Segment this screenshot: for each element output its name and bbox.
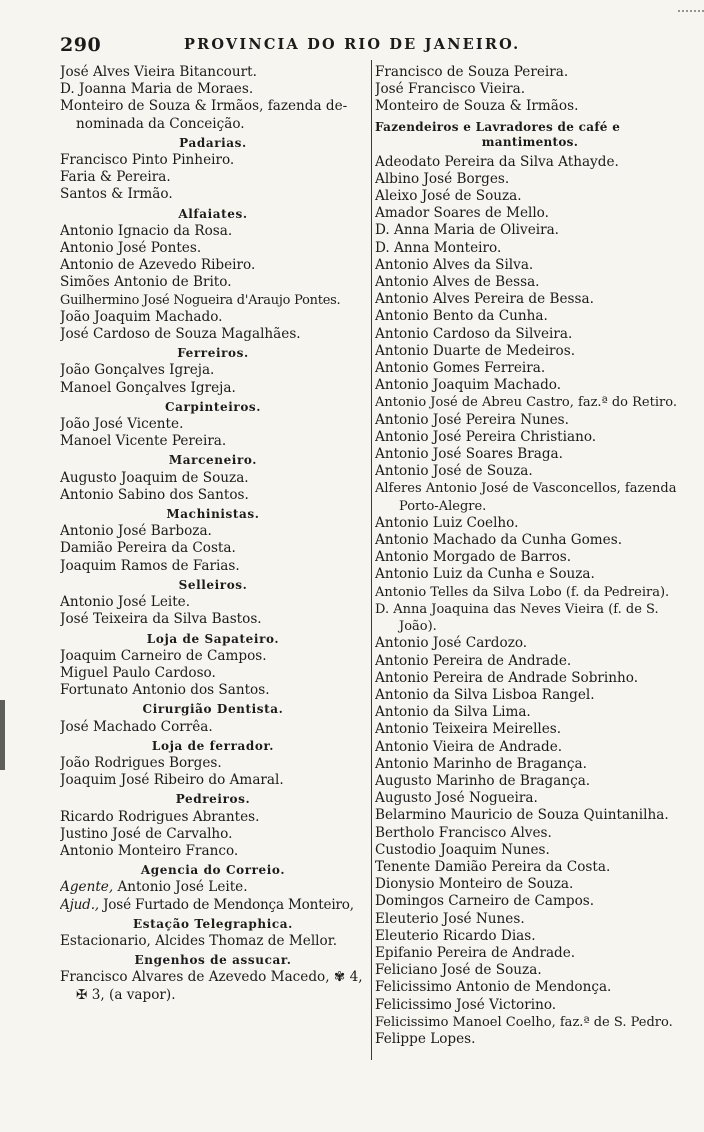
list-item: Justino José de Carvalho. — [60, 825, 233, 842]
list-item: Antonio Marinho de Bragança. — [375, 755, 587, 772]
list-item: Antonio Ignacio da Rosa. — [60, 222, 233, 239]
list-item: Manoel Vicente Pereira. — [60, 433, 227, 450]
list-item: Joaquim Ramos de Farias. — [60, 557, 240, 574]
section-heading-machinistas: Machinistas. — [166, 507, 260, 522]
list-item: Antonio Alves da Silva. — [375, 256, 534, 273]
section-heading-subline: mantimentos. — [481, 134, 579, 149]
list-item: Antonio da Silva Lisboa Rangel. — [375, 686, 595, 703]
list-item: Antonio Luiz da Cunha e Souza. — [375, 566, 595, 583]
list-item: Guilhermino José Nogueira d'Araujo Pontes. — [60, 292, 341, 308]
list-item: Antonio Vieira de Andrade. — [375, 738, 563, 755]
list-item: Antonio Bento da Cunha. — [375, 308, 548, 325]
section-heading-ferrador: Loja de ferrador. — [151, 738, 275, 753]
list-item: Adeodato Pereira da Silva Athayde. — [375, 153, 619, 170]
fazendeiros-list — [375, 154, 685, 1049]
binding-edge-mark — [0, 700, 5, 770]
list-item: Joaquim José Ribeiro do Amaral. — [60, 772, 284, 789]
list-item: Faria & Pereira. — [60, 169, 171, 186]
list-item: Antonio Monteiro Franco. — [60, 842, 239, 859]
list-item: Antonio José Barboza. — [60, 523, 212, 540]
list-item: João José Vicente. — [60, 416, 184, 433]
section-heading-marceneiro: Marceneiro. — [168, 453, 258, 468]
list-item: Antonio de Azevedo Ribeiro. — [60, 257, 256, 274]
list-item: Amador Soares de Mello. — [375, 205, 549, 222]
list-item: nominada da Conceição. — [76, 115, 245, 132]
list-item: Antonio José Pereira Nunes. — [375, 411, 569, 428]
list-item: Antonio José Pereira Christiano. — [375, 428, 597, 445]
list-item: Ricardo Rodrigues Abrantes. — [60, 808, 260, 825]
list-item — [60, 987, 366, 1004]
list-item: Antonio da Silva Lima. — [375, 704, 531, 721]
engenho-owner: Francisco Alvares de Azevedo Macedo, — [60, 969, 330, 986]
section-heading-padarias: Padarias. — [179, 135, 247, 150]
list-item: Albino José Borges. — [375, 170, 510, 187]
list-item: Miguel Paulo Cardoso. — [60, 664, 216, 681]
list-item: Antonio Alves de Bessa. — [375, 274, 540, 291]
list-item: D. Joanna Maria de Moraes. — [60, 81, 254, 98]
section-heading-telegraphica: Estação Telegraphica. — [133, 916, 293, 931]
list-item: D. Anna Monteiro. — [375, 239, 502, 256]
section-heading-fazendeiros — [375, 120, 685, 150]
list-item — [60, 879, 366, 896]
list-item: Domingos Carneiro de Campos. — [375, 893, 595, 910]
corner-mark — [678, 0, 704, 12]
list-item: Antonio Gomes Ferreira. — [375, 360, 546, 377]
section-heading-line: Fazendeiros e Lavradores de café e — [375, 119, 621, 134]
section-heading-dentista: Cirurgião Dentista. — [142, 702, 284, 717]
list-item: Epifanio Pereira de Andrade. — [375, 944, 576, 961]
list-item: Francisco de Souza Pereira. — [375, 64, 569, 80]
list-item: João Rodrigues Borges. — [60, 754, 222, 771]
list-item: Eleuterio José Nunes. — [375, 910, 525, 927]
list-item: Augusto José Nogueira. — [375, 790, 538, 807]
list-item: Bertholo Francisco Alves. — [375, 824, 552, 841]
list-item: Augusto Marinho de Bragança. — [375, 772, 591, 789]
section-heading-alfaiates: Alfaiates. — [178, 206, 248, 221]
list-item: Eleuterio Ricardo Dias. — [375, 927, 536, 944]
engenho-count: 4, — [349, 969, 363, 986]
list-item: José Cardoso de Souza Magalhães. — [60, 326, 301, 343]
list-item: Francisco Pinto Pinheiro. — [60, 152, 235, 169]
column-divider — [371, 60, 372, 1060]
list-item: José Francisco Vieira. — [375, 81, 526, 98]
left-column — [60, 64, 366, 1004]
list-item: Custodio Joaquim Nunes. — [375, 841, 550, 858]
engenho-symbol-icon: ✾ — [333, 969, 346, 986]
list-item: D. Anna Maria de Oliveira. — [375, 222, 560, 239]
list-item: Simões Antonio de Brito. — [60, 274, 232, 291]
list-item: D. Anna Joaquina das Neves Vieira (f. de S. João). — [375, 601, 659, 635]
list-item: Damião Pereira da Costa. — [60, 540, 236, 557]
right-column — [375, 64, 685, 1048]
page-title: PROVINCIA DO RIO DE JANEIRO. — [184, 36, 521, 53]
list-item: Joaquim Carneiro de Campos. — [60, 647, 267, 664]
list-item: Monteiro de Souza & Irmãos, fazenda de- — [60, 98, 348, 115]
list-item: Felicissimo Antonio de Mendonça. — [375, 979, 612, 996]
list-item — [60, 897, 366, 914]
list-item: Feliciano José de Souza. — [375, 962, 542, 979]
list-item: Antonio Morgado de Barros. — [375, 549, 572, 566]
list-item: Antonio Cardoso da Silveira. — [375, 325, 573, 342]
list-item: Santos & Irmão. — [60, 186, 173, 203]
list-item: José Teixeira da Silva Bastos. — [60, 611, 262, 628]
list-item: José Alves Vieira Bitancourt. — [60, 64, 257, 80]
ajud-name: José Furtado de Mendonça Monteiro, — [103, 896, 354, 913]
list-item: Antonio Sabino dos Santos. — [60, 486, 249, 503]
list-item: João Joaquim Machado. — [60, 308, 223, 325]
list-item: Antonio José de Souza. — [375, 463, 533, 480]
list-item: Antonio José Leite. — [60, 594, 191, 611]
section-heading-pedreiros: Pedreiros. — [175, 792, 251, 807]
list-item: Augusto Joaquim de Souza. — [60, 469, 249, 486]
list-item: José Machado Corrêa. — [60, 718, 213, 735]
list-item: Estacionario, Alcides Thomaz de Mellor. — [60, 932, 338, 949]
list-item: Belarmino Mauricio de Souza Quintanilha. — [375, 807, 669, 824]
list-item: Antonio Teixeira Meirelles. — [375, 721, 562, 738]
list-item: Antonio Alves Pereira de Bessa. — [375, 291, 594, 308]
section-heading-carpinteiros: Carpinteiros. — [164, 399, 262, 414]
list-item: Fortunato Antonio dos Santos. — [60, 682, 270, 699]
list-item: Manoel Gonçalves Igreja. — [60, 379, 236, 396]
list-item: Felippe Lopes. — [375, 1030, 476, 1047]
list-item: Antonio José Pontes. — [60, 240, 202, 257]
ajud-label: Ajud., — [60, 896, 99, 913]
section-heading-engenhos: Engenhos de assucar. — [134, 953, 292, 968]
list-item: Antonio Duarte de Medeiros. — [375, 342, 576, 359]
list-item: Antonio Pereira de Andrade Sobrinho. — [375, 669, 639, 686]
list-item: Felicissimo José Victorino. — [375, 996, 557, 1013]
list-item: Tenente Damião Pereira da Costa. — [375, 858, 611, 875]
list-item: Antonio José de Abreu Castro, faz.ª do Retiro. — [375, 395, 677, 411]
list-item: Antonio José Cardozo. — [375, 635, 528, 652]
list-item — [60, 969, 366, 986]
section-heading-ferreiros: Ferreiros. — [177, 346, 249, 361]
section-heading-selleiros: Selleiros. — [178, 577, 248, 592]
agente-label: Agente, — [60, 879, 114, 896]
list-item: Felicissimo Manoel Coelho, faz.ª de S. Pedro. — [375, 1014, 673, 1030]
list-item: Antonio Telles da Silva Lobo (f. da Pedreira). — [375, 584, 670, 600]
engenho-detail: 3, (a vapor). — [91, 986, 176, 1003]
section-heading-sapateiro: Loja de Sapateiro. — [146, 631, 280, 646]
list-item: Monteiro de Souza & Irmãos. — [375, 98, 579, 115]
list-item: Antonio José Soares Braga. — [375, 446, 563, 463]
section-heading-correio: Agencia do Correio. — [140, 863, 286, 878]
agente-name: Antonio José Leite. — [117, 879, 248, 896]
page-number: 290 — [60, 34, 102, 56]
list-item: Antonio Luiz Coelho. — [375, 514, 519, 531]
list-item: Aleixo José de Souza. — [375, 188, 522, 205]
list-item: Dionysio Monteiro de Souza. — [375, 876, 574, 893]
cross-symbol-icon: ✠ — [76, 986, 88, 1003]
list-item: Antonio Machado da Cunha Gomes. — [375, 532, 623, 549]
list-item: Antonio Joaquim Machado. — [375, 377, 562, 394]
list-item: Antonio Pereira de Andrade. — [375, 652, 572, 669]
list-item: João Gonçalves Igreja. — [60, 362, 215, 379]
list-item: Alferes Antonio José de Vasconcellos, fazenda Porto-Alegre. — [375, 481, 677, 514]
